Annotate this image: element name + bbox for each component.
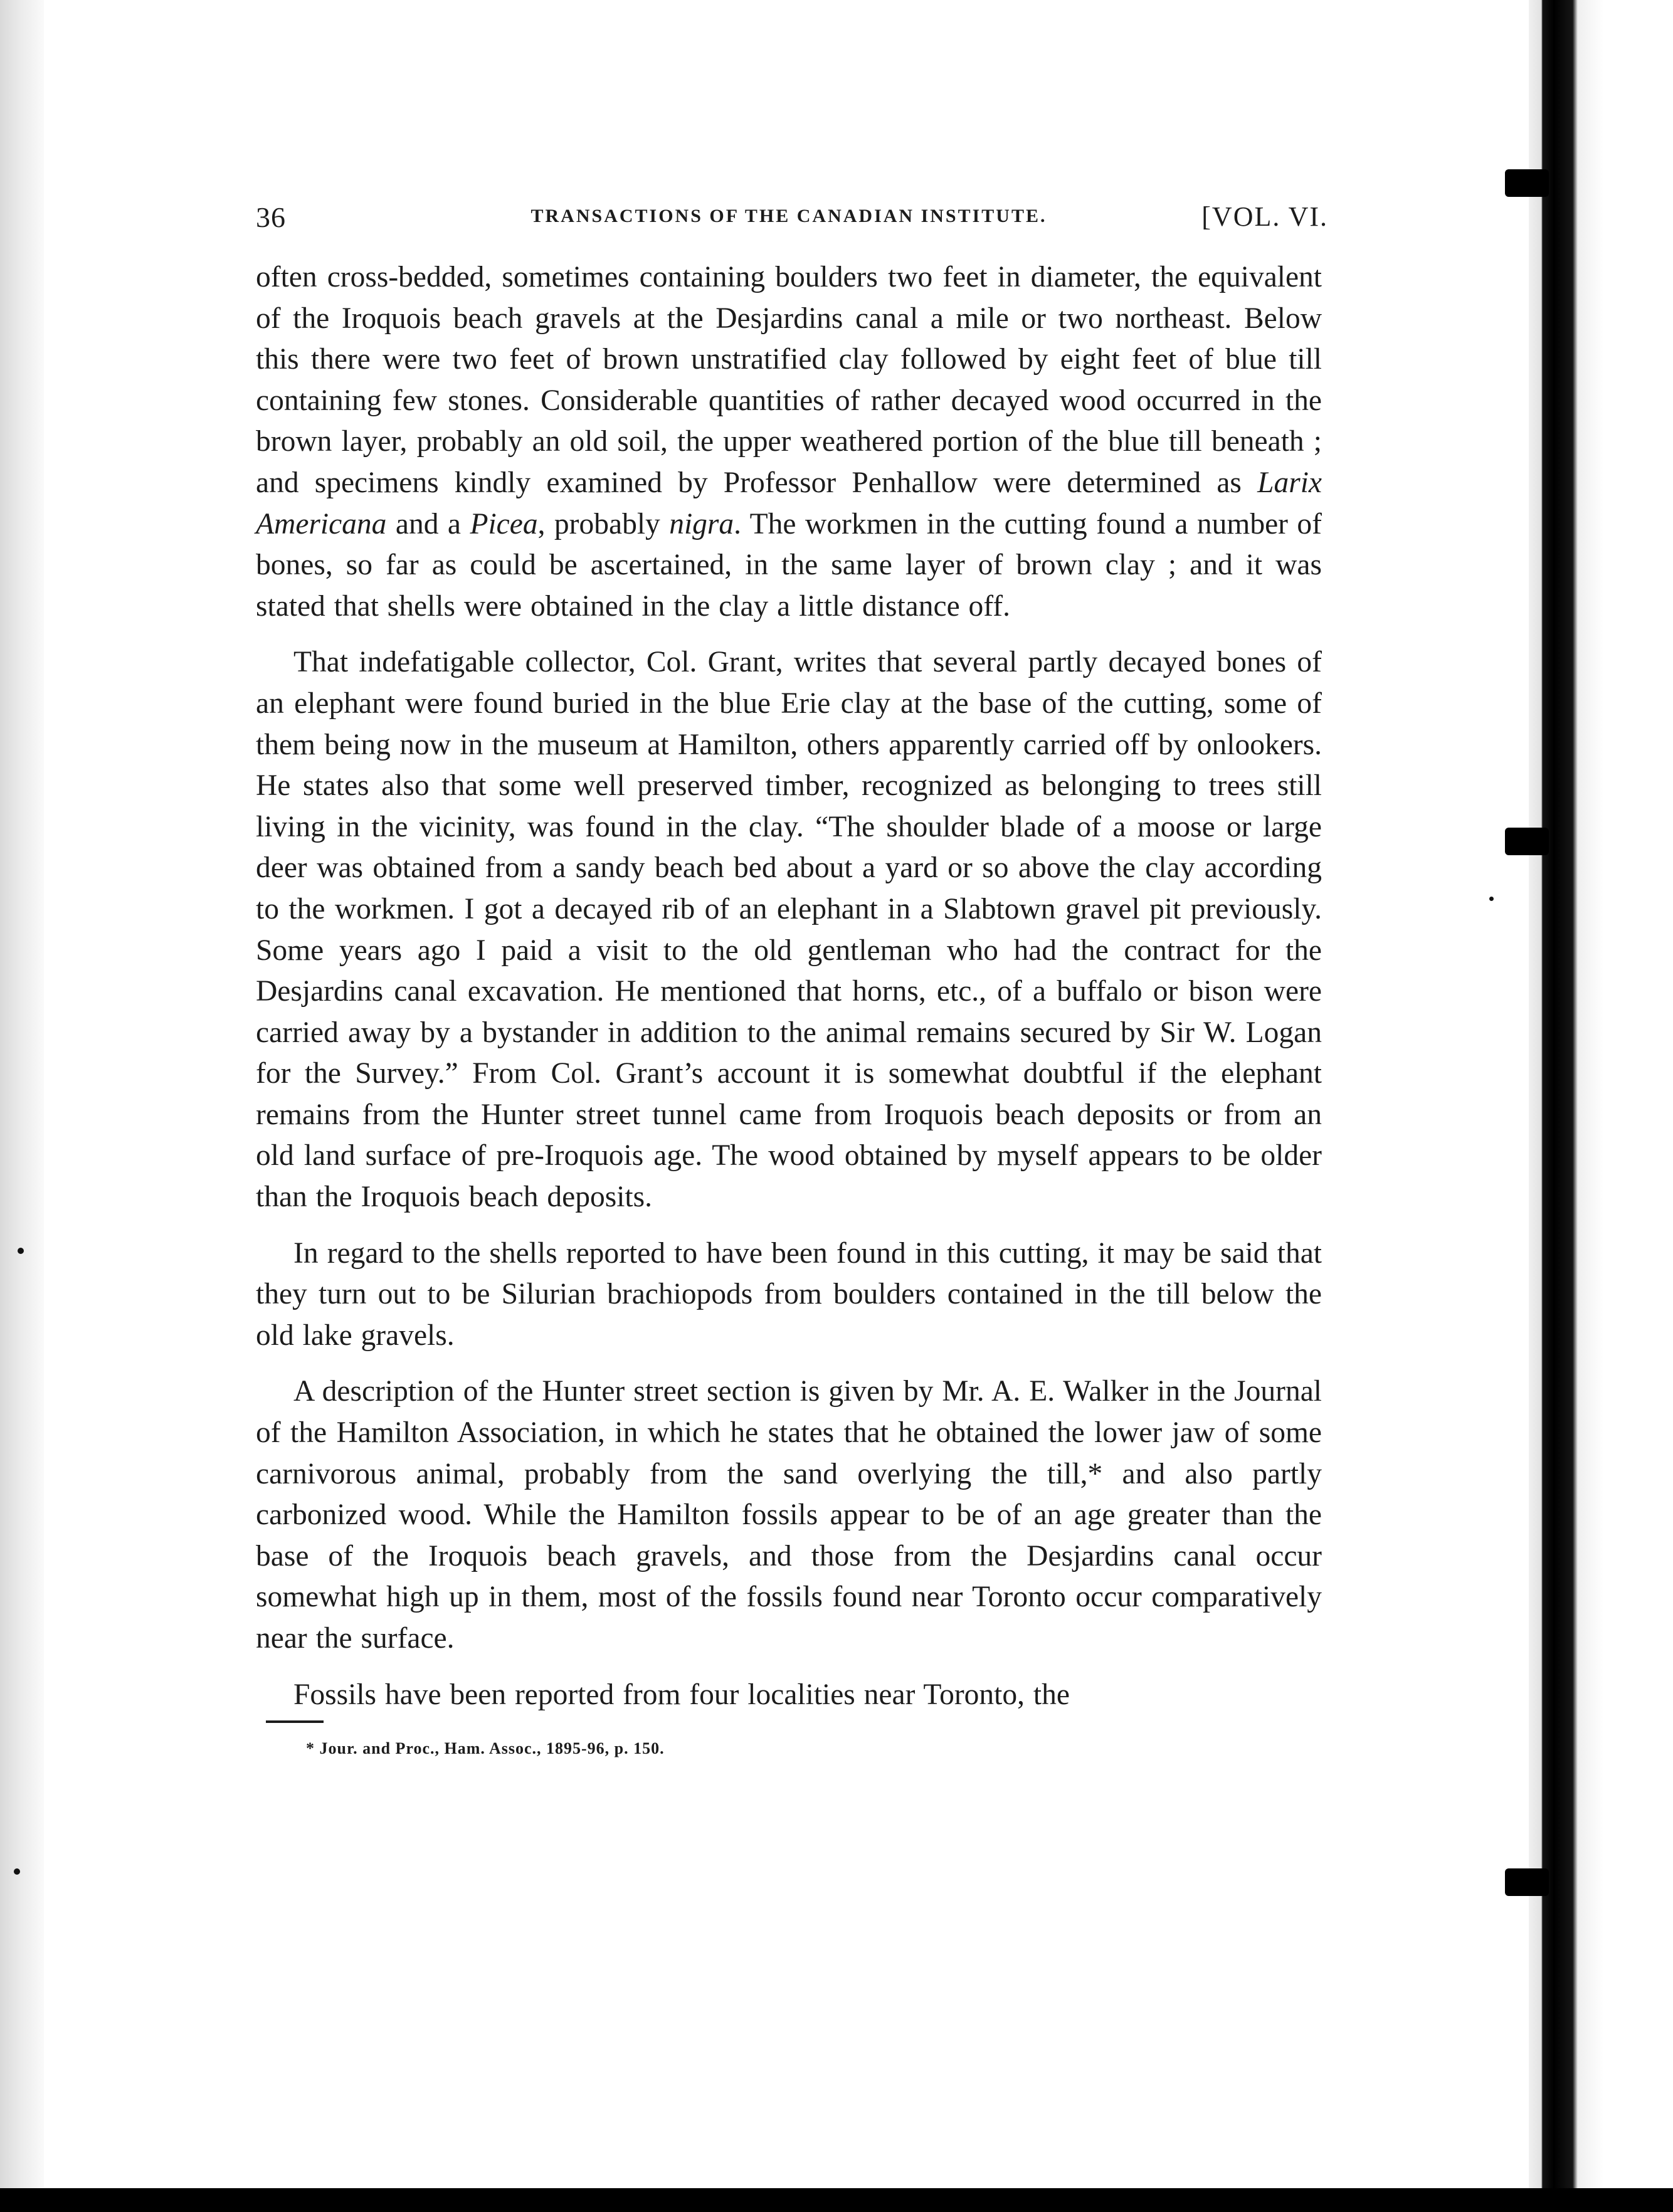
italic-term: Larix Americana — [256, 466, 1322, 540]
book-binding-edge — [1529, 0, 1673, 2212]
body-text — [256, 257, 1322, 1715]
scan-speck — [14, 1868, 20, 1875]
binding-mark — [1505, 828, 1549, 855]
book-page — [256, 188, 1328, 1758]
binding-mark — [1505, 169, 1549, 197]
scan-speck — [18, 1248, 24, 1254]
footnote-rule — [266, 1720, 324, 1723]
paragraph — [256, 1675, 1322, 1716]
paragraph — [256, 1233, 1322, 1357]
journal-title: TRANSACTIONS OF THE CANADIAN INSTITUTE. — [530, 206, 1047, 226]
text-run: often cross-bedded, sometimes containing boulders two feet in diameter, the equivalent of the Iroquois beach gravels at the Desjardins canal a mile or two northeast. Below this there were two feet of brown unstratified clay followed by eight feet of blue till containing few stones. Considerable quantities of rather decayed wood occurred in the brown layer, probably an old soil, the upper weathered portion of the blue till beneath ; and specimens kindly examined by Professor Penhallow were determined as — [256, 261, 1322, 499]
italic-term: nigra — [669, 507, 734, 540]
text-run: A description of the Hunter street section is given by Mr. A. E. Walker in the Journal of the Hamilton Association, in which he states that he obtained the lower jaw of some carnivorous animal, probably from the sand overlying the till,* and also partly carbonized wood. While the Hamilton fossils appear to be of an age greater than the base of the Iroquois beach gravels, and those from the Desjardins canal occur somewhat high up in them, most of the fossils found near Toronto occur comparatively near the surface. — [256, 1375, 1322, 1655]
paragraph — [256, 642, 1322, 1218]
page-number: 36 — [256, 201, 286, 233]
italic-term: Picea — [470, 507, 538, 540]
scan-left-shadow — [0, 0, 44, 2212]
footnote: * Jour. and Proc., Ham. Assoc., 1895-96, p. 150. — [306, 1739, 665, 1758]
paragraph — [256, 1371, 1322, 1659]
text-run: , probably — [537, 507, 670, 540]
paragraph — [256, 257, 1322, 627]
text-run: and a — [386, 507, 470, 540]
text-run: . The workmen in the cutting found a number of bones, so far as could be ascertained, in the same layer of brown clay ; and it was stated that shells were obtained in the clay a little distance off. — [256, 507, 1322, 623]
text-run: That indefatigable collector, Col. Grant, writes that several partly decayed bones of an elephant were found buried in the blue Erie clay at the base of the cutting, some of them being now in the museum at Hamilton, others apparently carried off by onlookers. He states also that some well preserved timber, recognized as belonging to trees still living in the vicinity, was found in the clay. “The shoulder blade of a moose or large deer was obtained from a sandy beach bed about a yard or so above the clay according to the workmen. I got a decayed rib of an elephant in a Slabtown gravel pit previously. Some years ago I paid a visit to the old gentleman who had the contract for the Desjardins canal excavation. He mentioned that horns, etc., of a buffalo or bison were carried away by a bystander in addition to the animal remains secured by Sir W. Logan for the Survey.” From Col. Grant’s account it is somewhat doubtful if the elephant remains from the Hunter street tunnel came from Iroquois beach deposits or from an old land surface of pre-Iroquois age. The wood obtained by myself appears to be older than the Iroquois beach deposits. — [256, 646, 1322, 1214]
binding-mark — [1505, 1868, 1549, 1896]
volume-label: [VOL. VI. — [1201, 201, 1328, 232]
text-run: In regard to the shells reported to have been found in this cutting, it may be said that they turn out to be Silurian brachiopods from boulders contained in the till below the old lake gravels. — [256, 1236, 1322, 1352]
scan-speck — [1489, 897, 1494, 901]
running-header — [256, 188, 1328, 238]
text-run: Fossils have been reported from four localities near Toronto, the — [293, 1678, 1070, 1711]
scan-bottom-edge — [0, 2188, 1673, 2212]
